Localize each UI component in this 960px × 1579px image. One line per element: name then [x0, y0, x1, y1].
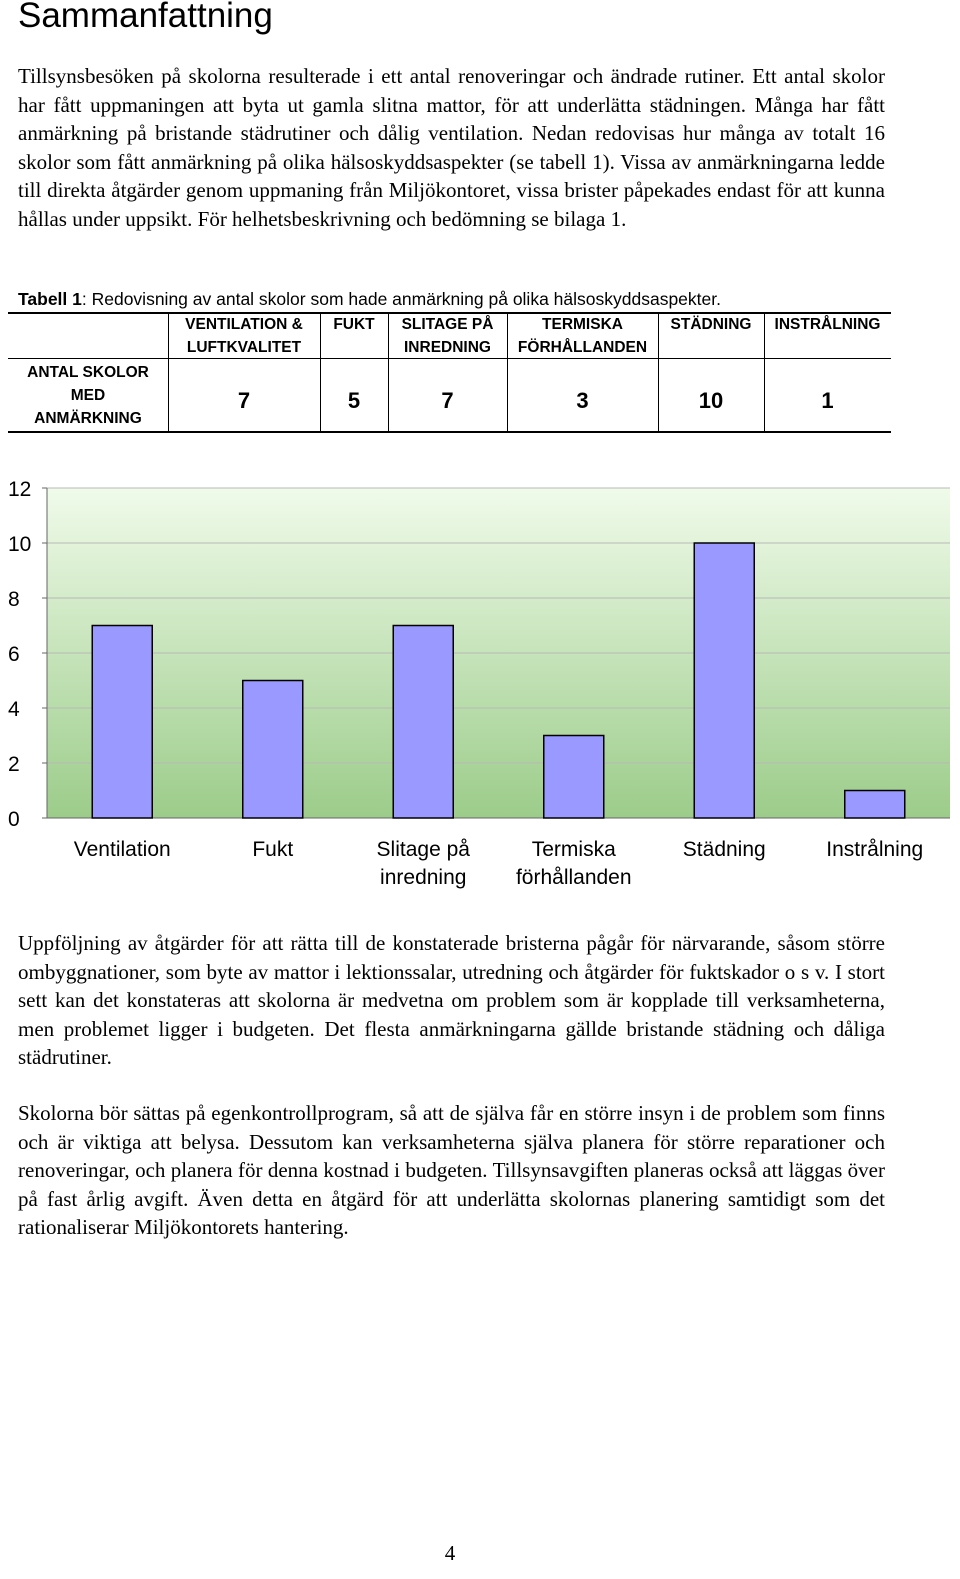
page-title: Sammanfattning [18, 0, 273, 35]
col-header-slitage [388, 313, 507, 359]
table-caption-text: : Redovisning av antal skolor som hade anmärkning på olika hälsoskyddsaspekter. [81, 289, 721, 309]
y-tick-label: 8 [8, 588, 20, 611]
col-header-instralning [764, 313, 891, 336]
value-fukt: 5 [347, 388, 361, 413]
page-number: 4 [444, 1541, 456, 1565]
value-termiska: 3 [576, 388, 589, 413]
y-tick-label: 0 [8, 808, 20, 831]
col-header-line: FÖRHÅLLANDEN [517, 339, 648, 356]
intro-paragraph: Tillsynsbesöken på skolorna resulterade i ett antal renoveringar och ändrade rutiner. Ett antal skolor har fått uppmaningen att byta ut gamla slitna mattor, för att underlätta städningen. Många har fått anmärkning på bristande städrutiner och dålig ventilation. Nedan redovisas hur många av totalt 16 skolor som fått anmärkning på olika hälsoskyddsaspekter (se tabell 1). Vissa av anmärkningarna ledde till direkta åtgärder genom uppmaning från Miljökontoret, vissa brister påpekades endast för att kunna hållas under uppsikt. För helhetsbeskrivning och bedömning se bilaga 1. [18, 64, 885, 231]
row-header-line: MED [70, 387, 106, 404]
value-ventilation: 7 [237, 388, 251, 413]
col-header-line: VENTILATION & [185, 316, 303, 333]
col-header-line: INSTRÅLNING [774, 316, 881, 333]
value-slitage: 7 [441, 388, 454, 413]
x-category-label: Instrålning [826, 838, 924, 861]
x-category-label: Ventilation [73, 838, 171, 861]
col-header-line: SLITAGE PÅ [401, 316, 494, 333]
table-rule-bottom [8, 431, 891, 433]
remarks-table [8, 312, 891, 434]
x-category-label: Städning [682, 838, 766, 861]
x-category-label: Slitage på inredning [376, 838, 470, 889]
bar [92, 626, 152, 819]
row-header-line: ANTAL SKOLOR [27, 364, 149, 381]
col-header-line: INREDNING [404, 339, 491, 356]
y-tick-label: 6 [8, 643, 20, 666]
y-tick-label: 10 [8, 533, 32, 556]
bar [694, 543, 754, 818]
col-header-line: LUFTKVALITET [186, 339, 302, 356]
x-category-labels [74, 838, 923, 889]
col-header-stadning [658, 313, 764, 336]
col-header-fukt [320, 313, 388, 336]
bar [243, 681, 303, 819]
table-caption [18, 288, 721, 310]
value-instralning: 1 [821, 388, 834, 413]
col-header-line: FUKT [333, 316, 375, 333]
y-tick-label: 4 [8, 698, 20, 721]
bar [393, 626, 453, 819]
col-header-ventilation [168, 313, 320, 359]
followup-paragraph-2: Skolorna bör sättas på egenkontrollprogram, så att de själva får en större insyn i de problem som finns och är viktiga att belysa. Dessutom kan verksamheterna själva planera för större reparationer och renoveringar, och planera för denna kostnad i budgeten. Tillsynsavgiften planeras också att läggas över på fast årlig avgift. Även detta en åtgärd för att underlätta skolornas planering samtidigt som det rationaliserar Miljökontorets hantering. [18, 1101, 885, 1239]
row-header-line: ANMÄRKNING [34, 410, 142, 427]
col-header-line: TERMISKA [542, 316, 623, 333]
followup-paragraph-1: Uppföljning av åtgärder för att rätta till de konstaterade bristerna pågår för närvarande, såsom större ombyggnationer, som byte av mattor i lektionssalar, utredning och åtgärder för fuktskador o s v. I stort sett kan det konstateras att skolorna är medvetna om problem som är kopplade till verksamheterna, men problemet ligger i budgeten. Det flesta anmärkningarna gällde bristande städning och dåliga städrutiner. [18, 931, 885, 1069]
bar [845, 791, 905, 819]
col-header-termiska [507, 313, 658, 359]
bar [544, 736, 604, 819]
x-category-label: Fukt [252, 838, 294, 861]
y-tick-label: 2 [8, 753, 20, 776]
y-tick-labels [8, 478, 31, 831]
value-stadning: 10 [698, 388, 724, 413]
remarks-bar-chart [0, 470, 960, 900]
x-category-label: Termiska förhållanden [515, 838, 632, 889]
col-header-line: STÄDNING [670, 316, 752, 333]
table-caption-label: Tabell 1 [18, 289, 82, 309]
row-header [8, 361, 168, 430]
y-tick-label: 12 [8, 478, 32, 501]
